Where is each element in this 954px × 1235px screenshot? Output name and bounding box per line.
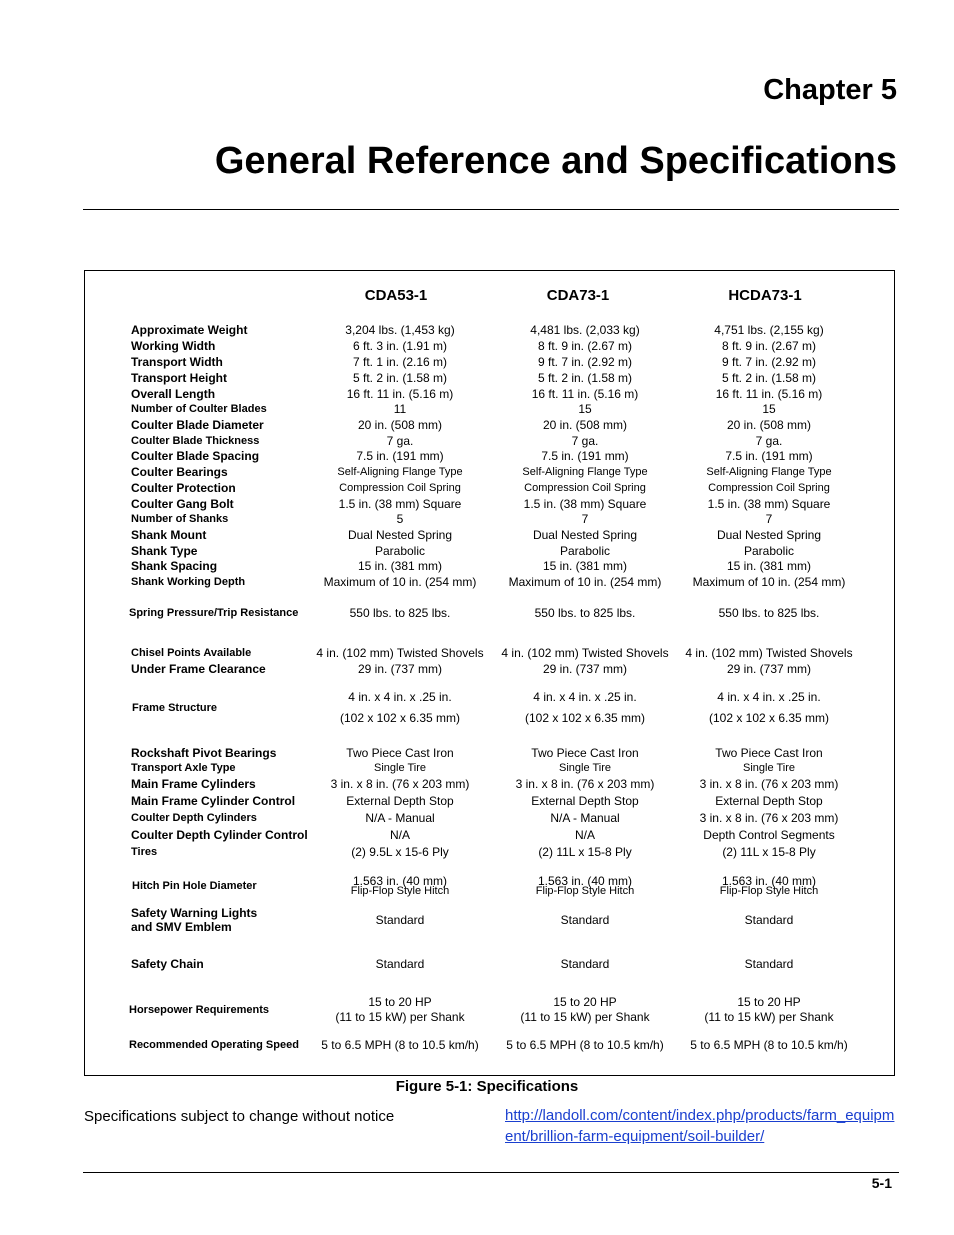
spec-value: Two Piece Cast Iron — [715, 746, 823, 760]
spec-value: Standard — [744, 957, 794, 971]
spec-label: Coulter Blade Spacing — [131, 449, 260, 463]
spec-value: 29 in. (737 mm) — [542, 662, 628, 676]
spec-value: 550 lbs. to 825 lbs. — [718, 606, 820, 620]
spec-label: Under Frame Clearance — [131, 662, 266, 676]
spec-value: Maximum of 10 in. (254 mm) — [508, 575, 662, 589]
spec-value: 16 ft. 11 in. (5.16 m) — [715, 387, 823, 401]
spec-value: External Depth Stop — [346, 794, 454, 808]
page-title: General Reference and Specifications — [214, 140, 897, 182]
spec-label: Frame Structure — [132, 702, 217, 714]
spec-value-line2: (102 x 102 x 6.35 mm) — [339, 711, 461, 725]
spec-value: 5 to 6.5 MPH (8 to 10.5 km/h) — [506, 1038, 664, 1052]
spec-value: 3,204 lbs. (1,453 kg) — [345, 323, 455, 337]
bottom-divider — [83, 1172, 899, 1173]
spec-value: 3 in. x 8 in. (76 x 203 mm) — [699, 811, 839, 825]
spec-label: Tires — [131, 846, 158, 858]
spec-value: 1.563 in. (40 mm) — [537, 874, 633, 888]
spec-value: 1.5 in. (38 mm) Square — [707, 497, 831, 511]
spec-value: 550 lbs. to 825 lbs. — [349, 606, 451, 620]
spec-label: Safety Warning Lights — [131, 906, 258, 920]
spec-value: 7.5 in. (191 mm) — [725, 449, 813, 463]
spec-value: 20 in. (508 mm) — [726, 418, 812, 432]
spec-value: 5 ft. 2 in. (1.58 m) — [537, 371, 633, 385]
spec-value: Compression Coil Spring — [339, 482, 461, 494]
spec-value: N/A — [574, 828, 596, 842]
spec-label: Main Frame Cylinder Control — [131, 794, 296, 808]
spec-value: Standard — [560, 957, 610, 971]
spec-value: Compression Coil Spring — [524, 482, 646, 494]
spec-value-line2: (11 to 15 kW) per Shank — [335, 1010, 465, 1024]
spec-value: Dual Nested Spring — [532, 528, 638, 542]
spec-label: Coulter Depth Cylinder Control — [131, 828, 308, 842]
spec-value: 15 to 20 HP — [553, 995, 617, 1009]
spec-label: Main Frame Cylinders — [131, 777, 256, 791]
spec-value-line2: (102 x 102 x 6.35 mm) — [524, 711, 646, 725]
column-header-hcda73: HCDA73-1 — [728, 287, 802, 304]
spec-value: 1.563 in. (40 mm) — [721, 874, 817, 888]
spec-value: Depth Control Segments — [703, 828, 835, 842]
spec-value: Maximum of 10 in. (254 mm) — [692, 575, 846, 589]
spec-label: Coulter Blade Thickness — [131, 435, 260, 447]
spec-value: 4 in. (102 mm) Twisted Shovels — [501, 646, 669, 660]
spec-value: 16 ft. 11 in. (5.16 m) — [531, 387, 639, 401]
spec-value: 7 — [581, 512, 589, 526]
spec-value: Parabolic — [559, 544, 611, 558]
spec-value: 7.5 in. (191 mm) — [541, 449, 629, 463]
spec-value: 4 in. (102 mm) Twisted Shovels — [316, 646, 484, 660]
spec-value: Self-Aligning Flange Type — [337, 466, 463, 478]
spec-value: (2) 9.5L x 15-6 Ply — [351, 845, 449, 859]
spec-value: 15 to 20 HP — [368, 995, 432, 1009]
spec-label: Rockshaft Pivot Bearings — [131, 746, 277, 760]
spec-value: 5 to 6.5 MPH (8 to 10.5 km/h) — [321, 1038, 479, 1052]
spec-value: 15 — [762, 402, 776, 416]
spec-label: Coulter Bearings — [131, 465, 228, 479]
spec-value: Standard — [560, 913, 610, 927]
spec-value: Standard — [744, 913, 794, 927]
spec-label: Number of Shanks — [131, 513, 229, 525]
figure-caption-text: Figure 5-1: Specifications — [395, 1078, 579, 1095]
change-notice: Specifications subject to change without notice — [84, 1108, 395, 1125]
spec-value: 20 in. (508 mm) — [542, 418, 628, 432]
spec-value: 3 in. x 8 in. (76 x 203 mm) — [699, 777, 839, 791]
column-header-cda73: CDA73-1 — [546, 287, 610, 304]
spec-value: 5 ft. 2 in. (1.58 m) — [721, 371, 817, 385]
spec-value: 4,751 lbs. (2,155 kg) — [714, 323, 824, 337]
spec-value: 5 ft. 2 in. (1.58 m) — [352, 371, 448, 385]
spec-value: 6 ft. 3 in. (1.91 m) — [352, 339, 448, 353]
spec-value: 550 lbs. to 825 lbs. — [534, 606, 636, 620]
spec-value: 7 ga. — [386, 434, 414, 448]
spec-value-line2: Flip-Flop Style Hitch — [535, 885, 635, 897]
spec-value: N/A - Manual — [550, 811, 620, 825]
spec-value: (2) 11L x 15-8 Ply — [538, 845, 632, 859]
spec-value: 9 ft. 7 in. (2.92 m) — [537, 355, 633, 369]
spec-value: 4 in. x 4 in. x .25 in. — [533, 690, 637, 704]
spec-value: 4 in. x 4 in. x .25 in. — [717, 690, 821, 704]
spec-label: Shank Spacing — [131, 559, 218, 573]
spec-label: Overall Length — [131, 387, 216, 401]
spec-value: Parabolic — [743, 544, 795, 558]
spec-value: Dual Nested Spring — [716, 528, 822, 542]
spec-label: Working Width — [131, 339, 216, 353]
spec-value: External Depth Stop — [531, 794, 639, 808]
spec-value: 7 — [765, 512, 773, 526]
spec-label: Shank Mount — [131, 528, 207, 542]
column-header-cda53: CDA53-1 — [364, 287, 428, 304]
spec-value: N/A — [389, 828, 411, 842]
spec-value: (2) 11L x 15-8 Ply — [722, 845, 816, 859]
spec-value: Self-Aligning Flange Type — [522, 466, 648, 478]
spec-value: 15 in. (381 mm) — [357, 559, 443, 573]
spec-value: N/A - Manual — [365, 811, 435, 825]
spec-value: 9 ft. 7 in. (2.92 m) — [721, 355, 817, 369]
spec-value-line2: (11 to 15 kW) per Shank — [520, 1010, 650, 1024]
spec-value: Compression Coil Spring — [708, 482, 830, 494]
spec-label: Transport Axle Type — [131, 762, 236, 774]
spec-value: Maximum of 10 in. (254 mm) — [323, 575, 477, 589]
spec-value: 7 ft. 1 in. (2.16 m) — [352, 355, 448, 369]
spec-value: 3 in. x 8 in. (76 x 203 mm) — [330, 777, 470, 791]
spec-value: 15 in. (381 mm) — [542, 559, 628, 573]
spec-value-line2: Flip-Flop Style Hitch — [719, 885, 819, 897]
spec-value: Single Tire — [743, 762, 795, 774]
spec-label: Shank Working Depth — [131, 576, 246, 588]
spec-value: 4 in. (102 mm) Twisted Shovels — [685, 646, 853, 660]
product-link[interactable]: http://landoll.com/content/index.php/products/farm_equipment/brillion-farm-equipment/soil-builder/ — [505, 1107, 895, 1145]
spec-label: Coulter Blade Diameter — [131, 418, 264, 432]
spec-value: 15 to 20 HP — [737, 995, 801, 1009]
spec-label: Chisel Points Available — [131, 647, 252, 659]
page-number: 5-1 — [871, 1175, 892, 1191]
spec-value: 7 ga. — [571, 434, 599, 448]
spec-value: Dual Nested Spring — [347, 528, 453, 542]
spec-value: Single Tire — [374, 762, 426, 774]
spec-value: Parabolic — [374, 544, 426, 558]
spec-label: Shank Type — [131, 544, 198, 558]
spec-value: 29 in. (737 mm) — [726, 662, 812, 676]
spec-value: 16 ft. 11 in. (5.16 m) — [346, 387, 454, 401]
spec-value: 1.563 in. (40 mm) — [352, 874, 448, 888]
spec-value: Standard — [375, 913, 425, 927]
top-divider — [83, 209, 899, 210]
spec-value: 1.5 in. (38 mm) Square — [523, 497, 647, 511]
spec-value: 15 — [578, 402, 592, 416]
spec-value: 11 — [393, 402, 407, 416]
spec-label: Transport Height — [131, 371, 228, 385]
spec-value: 5 — [396, 512, 404, 526]
spec-label: Spring Pressure/Trip Resistance — [129, 607, 299, 619]
spec-value: 29 in. (737 mm) — [357, 662, 443, 676]
spec-value: 4,481 lbs. (2,033 kg) — [530, 323, 640, 337]
spec-value-line2: (102 x 102 x 6.35 mm) — [708, 711, 830, 725]
spec-label: Coulter Protection — [131, 481, 236, 495]
spec-label: Transport Width — [131, 355, 223, 369]
spec-value: 5 to 6.5 MPH (8 to 10.5 km/h) — [690, 1038, 848, 1052]
spec-label: Number of Coulter Blades — [131, 403, 267, 415]
spec-label: Safety Chain — [131, 957, 204, 971]
chapter-number: Chapter 5 — [763, 74, 897, 106]
spec-value: 7 ga. — [755, 434, 783, 448]
spec-value-line2: (11 to 15 kW) per Shank — [704, 1010, 834, 1024]
spec-value: Self-Aligning Flange Type — [706, 466, 832, 478]
spec-value: 7.5 in. (191 mm) — [356, 449, 444, 463]
spec-value-line2: Flip-Flop Style Hitch — [350, 885, 450, 897]
spec-label: Recommended Operating Speed — [129, 1039, 299, 1051]
spec-value: 4 in. x 4 in. x .25 in. — [348, 690, 452, 704]
spec-value: Single Tire — [559, 762, 611, 774]
spec-label: Hitch Pin Hole Diameter — [132, 880, 257, 892]
figure-caption — [0, 1078, 954, 1095]
spec-value: 20 in. (508 mm) — [357, 418, 443, 432]
spec-value: External Depth Stop — [715, 794, 823, 808]
spec-label: Approximate Weight — [131, 323, 248, 337]
spec-label: Horsepower Requirements — [129, 1004, 269, 1016]
spec-label: Coulter Gang Bolt — [131, 497, 234, 511]
spec-value: 1.5 in. (38 mm) Square — [338, 497, 462, 511]
spec-value: 8 ft. 9 in. (2.67 m) — [721, 339, 817, 353]
spec-value: Two Piece Cast Iron — [531, 746, 639, 760]
spec-label-line2: and SMV Emblem — [131, 920, 232, 934]
spec-value: 3 in. x 8 in. (76 x 203 mm) — [515, 777, 655, 791]
spec-value: Two Piece Cast Iron — [346, 746, 454, 760]
spec-value: Standard — [375, 957, 425, 971]
spec-value: 8 ft. 9 in. (2.67 m) — [537, 339, 633, 353]
spec-label: Coulter Depth Cylinders — [131, 812, 257, 824]
spec-value: 15 in. (381 mm) — [726, 559, 812, 573]
